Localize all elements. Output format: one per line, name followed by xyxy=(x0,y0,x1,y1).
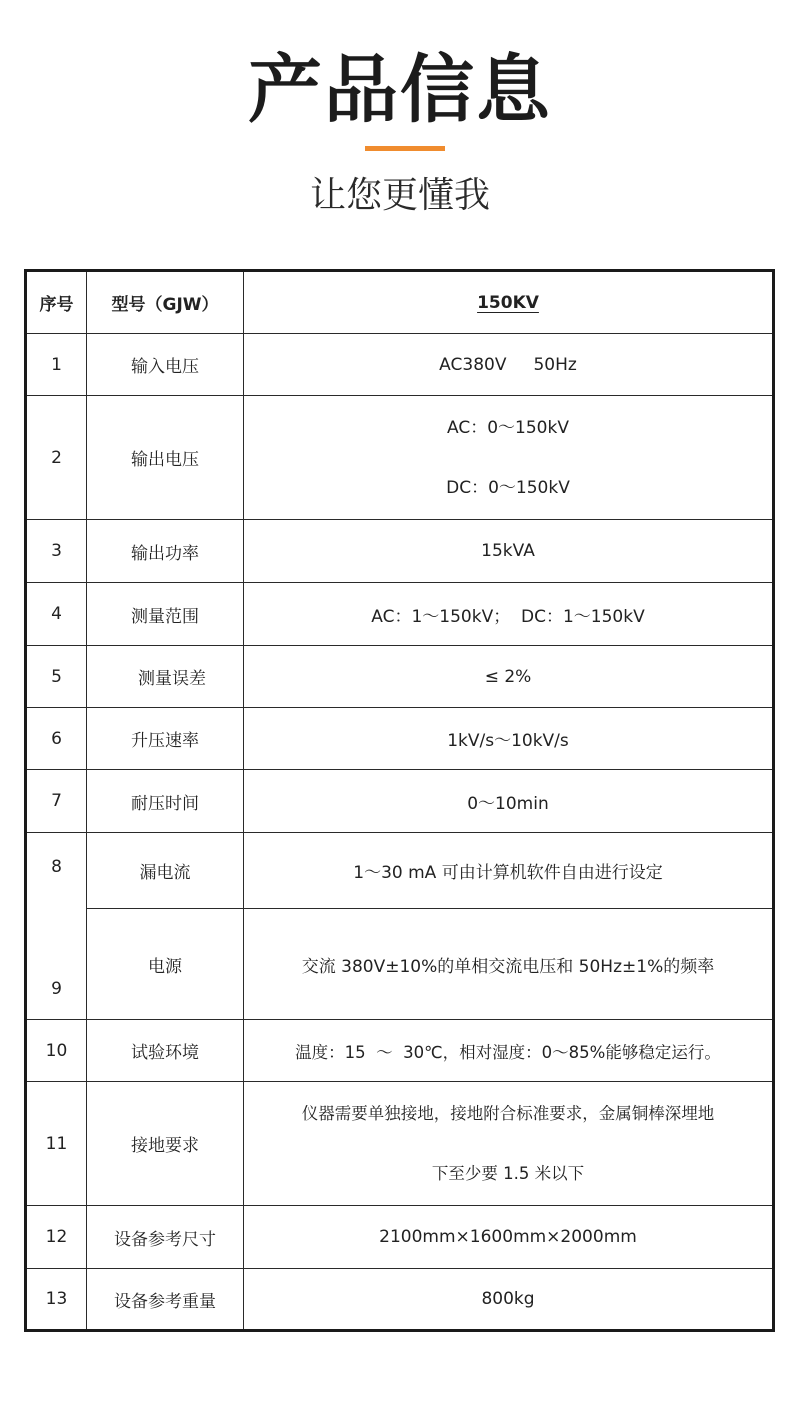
row-name: 电源 xyxy=(87,909,244,1020)
row-value xyxy=(244,396,774,520)
row-value xyxy=(244,1082,774,1206)
row-value: 1～30 mA 可由计算机软件自由进行设定 xyxy=(244,833,774,909)
table-row xyxy=(26,770,774,833)
page-title: 产品信息 xyxy=(248,47,552,133)
row-value: 15kVA xyxy=(244,520,774,583)
row-value: AC380V 50Hz xyxy=(244,334,774,396)
row-name: 测量误差 xyxy=(87,646,244,708)
row-no: 9 xyxy=(26,909,87,1020)
row-no: 6 xyxy=(26,708,87,770)
header-value xyxy=(244,271,774,334)
row-name: 漏电流 xyxy=(87,833,244,909)
row-no: 4 xyxy=(26,583,87,646)
row-value: AC：1～150kV； DC：1～150kV xyxy=(244,583,774,646)
table-row xyxy=(26,334,774,396)
row-no: 11 xyxy=(26,1082,87,1206)
row-value-line: 下至少要 1.5 米以下 xyxy=(431,1163,585,1183)
row-value-line: DC：0～150kV xyxy=(446,477,570,498)
row-name: 设备参考重量 xyxy=(87,1269,244,1331)
row-name: 输出功率 xyxy=(87,520,244,583)
row-value: ≤ 2% xyxy=(244,646,774,708)
table-row xyxy=(26,583,774,646)
row-no: 1 xyxy=(26,334,87,396)
row-value-line: AC：0～150kV xyxy=(447,417,569,438)
row-value-line: 仪器需要单独接地，接地附合标准要求，金属铜棒深埋地 xyxy=(301,1103,715,1123)
title-accent-bar xyxy=(365,146,445,151)
page-subtitle: 让您更懂我 xyxy=(309,175,490,216)
table-row xyxy=(26,708,774,770)
table-row xyxy=(26,909,774,1020)
row-no: 12 xyxy=(26,1206,87,1269)
row-value: 温度：15 ～ 30℃，相对湿度：0～85%能够稳定运行。 xyxy=(244,1020,774,1082)
row-value: 1kV/s～10kV/s xyxy=(244,708,774,770)
row-value: 2100mm×1600mm×2000mm xyxy=(244,1206,774,1269)
model-value: 150KV xyxy=(477,292,539,313)
row-no: 7 xyxy=(26,770,87,833)
row-no: 5 xyxy=(26,646,87,708)
header-no: 序号 xyxy=(26,271,87,334)
row-value: 交流 380V±10%的单相交流电压和 50Hz±1%的频率 xyxy=(244,909,774,1020)
header-model: 型号（GJW） xyxy=(87,271,244,334)
row-no: 8 xyxy=(26,833,87,909)
table-header-row xyxy=(26,271,774,334)
row-name: 测量范围 xyxy=(87,583,244,646)
table-row xyxy=(26,646,774,708)
table-row xyxy=(26,1206,774,1269)
table-row xyxy=(26,1269,774,1331)
row-value: 0～10min xyxy=(244,770,774,833)
row-no: 13 xyxy=(26,1269,87,1331)
row-name: 升压速率 xyxy=(87,708,244,770)
row-no: 3 xyxy=(26,520,87,583)
row-value: 800kg xyxy=(244,1269,774,1331)
row-no: 2 xyxy=(26,396,87,520)
row-name: 试验环境 xyxy=(87,1020,244,1082)
table-row xyxy=(26,520,774,583)
row-name: 输入电压 xyxy=(87,334,244,396)
table-row xyxy=(26,1082,774,1206)
spec-table xyxy=(24,269,775,1332)
row-no: 10 xyxy=(26,1020,87,1082)
row-name: 耐压时间 xyxy=(87,770,244,833)
row-name: 接地要求 xyxy=(87,1082,244,1206)
table-row xyxy=(26,1020,774,1082)
row-name: 输出电压 xyxy=(87,396,244,520)
table-row xyxy=(26,833,774,909)
row-name: 设备参考尺寸 xyxy=(87,1206,244,1269)
table-row xyxy=(26,396,774,520)
